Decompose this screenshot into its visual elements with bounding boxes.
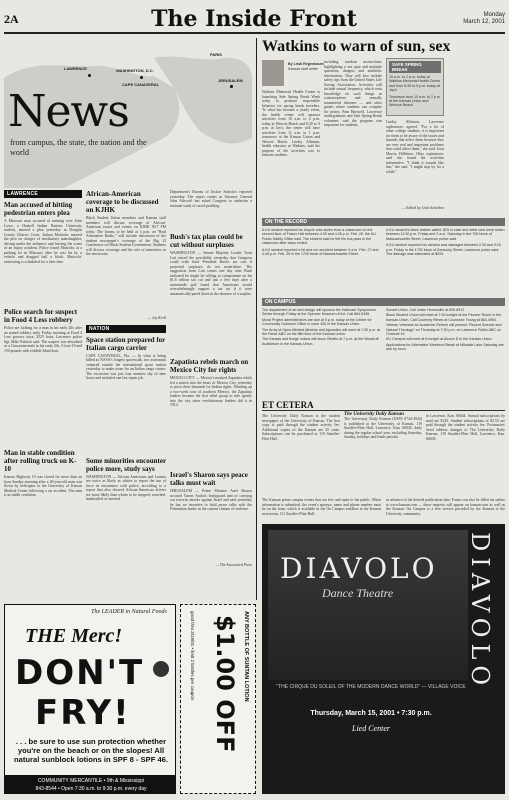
- on-campus: [262, 298, 505, 396]
- campus-item-9: Applications for Alternative Weekend Break at Hillsdale Lake Saturday are due by noon.: [386, 342, 504, 352]
- merc-footer-line-1: COMMUNITY MERCANTILE • 9th & Mississippi: [37, 778, 145, 784]
- feature-body-col1: Watkins Memorial Health Center is launching Safe Spring Break Week today to promote responsible behavior for spring break travelers. To what has become a yearly event, the health center will sponsor activities from 10 a.m. to 2 p.m. today at Wescoe Beach and 6:30 to 9 p.m. at Jay's, the center will have activities from 11 a.m. to 1 p.m. tomorrow at the Kansas Union and Wescoe Beach. Lindsy Alleman, health educator at Watkins, said the purpose of the activities was to educate students.: [262, 90, 320, 157]
- et-cetera-col2: The University Daily Kansan (USPS 0744-4942) is published at the University of Kansas, 119 Stauffer-Flint Hall, Lawrence, Kan. 66045, daily during the regular school year, excluding Saturday, Sunday, holidays and finals periods.: [344, 417, 422, 439]
- feature-headline: Watkins to warn of sun, sex: [262, 38, 451, 55]
- lawrence-headline-3: Man in stable condition after rolling truck on K-10: [4, 449, 77, 473]
- israel-byline: — The Associated Press: [215, 563, 252, 567]
- safe-spring-break-item-2: Tomorrow from 10 a.m. to 2 p.m. at the Kansas Union and Wescoe Beach: [389, 94, 441, 108]
- bush-body: WASHINGTON — Senate Majority Leader Trent Lott raised the possibility yesterday that Congress could scale back President Bush's tax cuts if projected surpluses do not materialize. The suggestion from Lott comes one day after Bush indicated he might be willing to compromise on his $1.6 trillion tax cut and just a few days after a nationwide poll found that Americans would overwhelmingly support a tax cut if it were automatically pared down in the absence of a surplus.: [170, 251, 252, 296]
- news-title: News: [8, 86, 129, 137]
- lawrence-body-2: Police are looking for a man in his early 20s after an armed robbery early Friday morning at Food 4 Less grocery store, 2525 Iowa, Lawrence police Sgt. Mike Pattrick said. The suspect was described as a Caucasian male in his early 20s, 5-foot-10 and 150 pounds with reddish-blond hair.: [4, 326, 82, 353]
- campus-item-4: The Kansas and Burge unions will show Othello at 7 p.m. at the Woodruff Auditorium in the Kansas Union.: [262, 337, 379, 346]
- coupon-valid: good thru 3/19/01 • limit 2 bottles per coupon: [190, 611, 195, 701]
- news-tagline: from campus, the state, the nation and the world: [10, 138, 147, 157]
- safe-spring-break-title: SAFE SPRING BREAK: [389, 61, 441, 73]
- record-item-1: A KU student reported his bicycle was stolen from a classroom on the second floor of Fraser Hall between 4:30 and 4:45 p.m. Feb. 28, the KU Public Safety Office said. The student said he left his bus pass in the classroom after class ended.: [262, 228, 376, 246]
- map-label-jerusalem: JERUSALEM: [218, 78, 243, 83]
- nation-section-label: NATION: [86, 325, 166, 333]
- nation-body-1: CAPE CANAVERAL, Fla. — In what is being billed as NASA's longest spacewalk, two astronauts ventured outside the international space station yesterday to make room for an Italian cargo carrier. The excursion was just four minutes shy of nine hours and included one last repair job.: [86, 353, 166, 380]
- merc-footer: [5, 775, 176, 794]
- et-cetera-col2-wrap: [344, 412, 422, 494]
- on-campus-title: ON CAMPUS: [262, 298, 505, 306]
- campus-item-5: Sunset Union. Call Justin Hermosillo at 830-6912.: [386, 308, 466, 312]
- feature-divider: [256, 38, 257, 600]
- lawrence-headline-1: Man accused of hitting pedestrian enters plea: [4, 201, 73, 217]
- map-dot-jerusalem: [230, 85, 233, 88]
- feature-body-col2: including condom instructions, highlighting a sex quiz and multiple questions, dangers and antibiotic information. They will also include safety tips from the United States Life Saving Association. Activities will include sexual frequency, which tests knowledge on such things as contraceptives and sexually transmitted diseases — and other games where students can compete for prizes. Pam Hartwell, Lawrence undergraduate and Safe Spring Break volunteer, said the program was important for students.: [324, 60, 382, 127]
- et-cetera-bottom-left: The Kansan prints campus events that are free and open to the public. When information is submitted, the event's sponsor, name and phone number must be on the form, which is available in the On Campus mailbox in the Kansan newsroom, 111 Stauffer-Flint Hall.: [262, 498, 381, 516]
- record-item-4: A KU student reported his window was damaged between 2:30 and 9:15 p.m. Friday in the 1700 block of Kentucky Street, Lawrence police said. The damage was estimated at $200.: [386, 243, 501, 257]
- page-number: 2A: [4, 12, 19, 26]
- coupon-lotion: ANY BOTTLE OF SUNTAN LOTION: [243, 611, 249, 702]
- israel-body: JERUSALEM — Prime Minister Ariel Sharon accused Yasser Arafat's bodyguard unit of carrying out terrorist attacks against Israel and said yesterday he has no incentive to hold peace talks with the Palestinian leader in the current climate of violence.: [170, 489, 252, 511]
- israel-headline: Israel's Sharon says peace talks must wait: [170, 471, 248, 487]
- feature-edited-by: — Edited by Leila Scheihea: [401, 206, 444, 210]
- campus-item-6: Black Student Union will meet at 7:30 tonight at the Pioneer Room in the Kansas Union. Call Courtney Rimes at Counselor Young at 864-4904.: [386, 313, 502, 322]
- campus-item-1: The department of art and design will sponsor the Hallmark Symposium Series through Friday at the Spencer Museum of Art. Call 864-5436.: [262, 308, 376, 317]
- african-american-headline: African-American coverage to be discussed on KJHK: [86, 190, 159, 214]
- world-headline: Zapatista rebels march on Mexico City for rights: [170, 358, 249, 374]
- merc-ad: [4, 604, 176, 794]
- masthead-rule: [4, 32, 505, 34]
- nation-headline-2: Some minorities encounter police more, study says: [86, 456, 166, 473]
- on-the-record-col2: [386, 228, 505, 256]
- udk-title: The University Daily Kansan: [344, 412, 404, 417]
- on-the-record-title: ON THE RECORD: [262, 218, 505, 226]
- right-news-column: [170, 190, 252, 600]
- coupon-ad[interactable]: [180, 604, 256, 794]
- nation-body-2: WASHINGTON — African Americans and Latinos are twice as likely as whites to report the use of force in encounters with police, according to a report that also showed African-American drivers are more likely than whites to be stopped, searched, handcuffed or arrested.: [86, 474, 166, 501]
- map-label-cape-canaveral: CAPE CANAVERAL: [122, 82, 160, 87]
- et-cetera-title: ET CETERA: [262, 400, 505, 411]
- middle-column: [86, 190, 166, 600]
- diavolo-title: DIAVOLO: [280, 552, 438, 585]
- masthead: [4, 6, 505, 32]
- diavolo-ad: [262, 524, 505, 794]
- news-header: [4, 38, 252, 188]
- african-american-byline: — Jay Kroll: [147, 316, 166, 320]
- diavolo-side-title: DIAVOLO: [466, 532, 494, 692]
- lawrence-headline-2: Police search for suspect in Food 4 Less robbery: [4, 308, 78, 324]
- safe-spring-break-box: [386, 58, 444, 116]
- on-campus-col1: [262, 308, 381, 346]
- campus-item-2: Mural Project administrators are due at 5 p.m. today at the Center for Community Outreach Office in room 426 in the Kansas Union.: [262, 317, 372, 327]
- sun-icon: [153, 661, 169, 677]
- masthead-day: Monday: [483, 12, 505, 18]
- feature-byline-title: Kansan staff writer: [288, 67, 318, 71]
- diavolo-venue: Lied Center: [352, 724, 390, 733]
- lawrence-body-1: A Missouri man accused of running over John Lowe, a Haskell Indian Nations University student, entered a plea yesterday in Douglas County District Court. Joshua Mattocks entered the plea on charges of involuntary manslaughter, driving under the influence and leaving the scene of an injury accident. Police found Mattocks at a parking lot in Missouri after he was hit by a vehicle and dragged half a block. Mattocks' sentencing is scheduled for a later date.: [4, 219, 82, 264]
- diavolo-date: Thursday, March 15, 2001 • 7:30 p.m.: [310, 710, 432, 717]
- feature-body-col3: Lindsy Alleman, Lawrence sophomore, agreed. "For a lot of other college students, it is important for them to be aware of the issues and hazards that affect them because they are very real and important problems that could affect them," she said. Jessi Morris, Hillsboro, Ohio, sophomore, said she found the activities informative. "I think it sounds like fun," she said. "I might stop by for a while.": [386, 120, 444, 174]
- merc-big-1: DON'T: [15, 653, 145, 693]
- masthead-title: The Inside Front: [151, 6, 357, 32]
- merc-slogan: . . . be sure to use sun protection whether you're on the beach or on the slopes! All natural sunblock lotions in SPF 8 - SPF 46.: [13, 737, 168, 764]
- masthead-date: March 12, 2001: [463, 19, 505, 25]
- merc-big-2: FRY!: [35, 693, 131, 733]
- on-the-record-col1: [262, 228, 381, 256]
- map-label-paris: PARIS: [210, 52, 222, 57]
- record-item-3: A KU student's black leather wallet, $25 in cash and debit card were stolen between 11:30 p.m. Friday and 2 a.m. Saturday in the 700 block of Massachusetts Street, Lawrence police said.: [386, 228, 505, 241]
- map-label-lawrence: LAWRENCE: [64, 66, 87, 71]
- et-cetera-bottom-right: in advance of the desired publication date. Forms can also be filled out online at www.kansan.com — these requests will appear on kansan.com as well as the Kansan. On Campus is a free service provided by the Kansan to the University community.: [386, 498, 505, 516]
- campus-item-3: The Army of Open-Minded Atheists and Agnostics will meet at 7:30 p.m. at the Parlor ABC on the fifth floor of the Kansas Union.: [262, 327, 381, 337]
- feature-byline: By Lindi Regenbaum: [288, 62, 324, 66]
- lawrence-body-3: Kansas Highway 10 was closed for more than an hour Sunday morning after a 20-year-old man was flown by helicopter to the University of Kansas Medical Center following a car accident. The man is in stable condition.: [4, 475, 82, 497]
- african-american-body: Black Student Union members and Kansan staff members will discuss coverage of African-American issues and events on KJHK 90.7 FM today. The forum, to be held at 3 p.m. on "Real Alternative Radio," will include discussion of the student newspaper's coverage of the Big 12 Conference on Black Student Government. Students will discuss coverage and the role of minorities in the newsroom.: [86, 216, 166, 256]
- lawrence-section-label: LAWRENCE: [4, 190, 82, 198]
- et-cetera-col3: in Lawrence, Kan. 66044. Annual subscriptions by mail are $120. Student subscriptions of $2.53 are paid through the student activity fee. Postmaster: Send address changes to The University Daily Kansan, 119 Stauffer-Flint Hall, Lawrence, Kan. 66045.: [426, 414, 505, 441]
- coupon-amount: $1.00 OFF: [211, 615, 239, 753]
- feature-photo: [262, 60, 284, 86]
- world-body: MEXICO CITY — Mexico's masked Zapatista rebels led a march into the heart of Mexico City yesterday to press their demands for Indian rights. Winding up a two-week tour of southern Mexico, the Zapatista leaders became the first rebel group to ride openly into the city since revolutionary leaders did it in 1914.: [170, 376, 252, 407]
- on-the-record: [262, 218, 505, 294]
- nation-headline-1: Space station prepared for Italian cargo carrier: [86, 335, 166, 352]
- diavolo-subtitle: Dance Theatre: [322, 586, 394, 600]
- feature-story: [262, 38, 505, 216]
- merc-footer-line-2: 843-8544 • Open 7:30 a.m. to 9:30 p.m. every day: [35, 786, 147, 792]
- on-campus-col2: [386, 308, 505, 352]
- map-label-washington: WASHINGTON, D.C.: [116, 68, 154, 73]
- merc-leader: The LEADER in Natural Foods: [91, 609, 167, 615]
- et-cetera-col1: The University Daily Kansan is the student newspaper of the University of Kansas. The first copy is paid through the student activity fee. Additional copies of the Kansan are 25 cents. Subscriptions can be purchased at 119 Stauffer-Flint Hall.: [262, 414, 340, 441]
- campus-item-8: KU Campus will meet at 8 tonight at Alcove D in the Kansas Union.: [386, 337, 493, 342]
- lawrence-column: [4, 190, 82, 600]
- map-dot-dc: [140, 76, 143, 79]
- record-item-2: A KU student reported a hit and run accident between 9 a.m. Feb. 27 and 4:45 p.m. Feb. 28 in the 1700 block of Massachusetts Street.: [262, 247, 379, 257]
- merc-brand: THE Merc!: [25, 625, 123, 647]
- et-cetera: [262, 400, 505, 520]
- bush-top-text: Department's Bureau of Justice Statistics reported yesterday. The report comes as Attorney General John Ashcroft has asked Congress to authorize a national study of racial profiling.: [170, 190, 252, 208]
- safe-spring-break-item-1: 10 a.m. to 2 p.m. today at Watkins Memorial Health Center and from 6:30 to 9 p.m. today at Jay's: [389, 75, 441, 93]
- map-dot-lawrence: [88, 74, 91, 77]
- diavolo-desc: "THE CIRQUE DU SOLEIL OF THE MODERN DANCE WORLD" — VILLAGE VOICE: [276, 684, 466, 690]
- bush-headline: Bush's tax plan could be cut without surpluses: [170, 233, 243, 249]
- campus-item-7: Veteran Veterans for Academic Reform will present "Recent Science and Natural Theology" on Thursday at 7:30 p.m. on Lawrence Public ABC on Channel 19.: [386, 323, 502, 337]
